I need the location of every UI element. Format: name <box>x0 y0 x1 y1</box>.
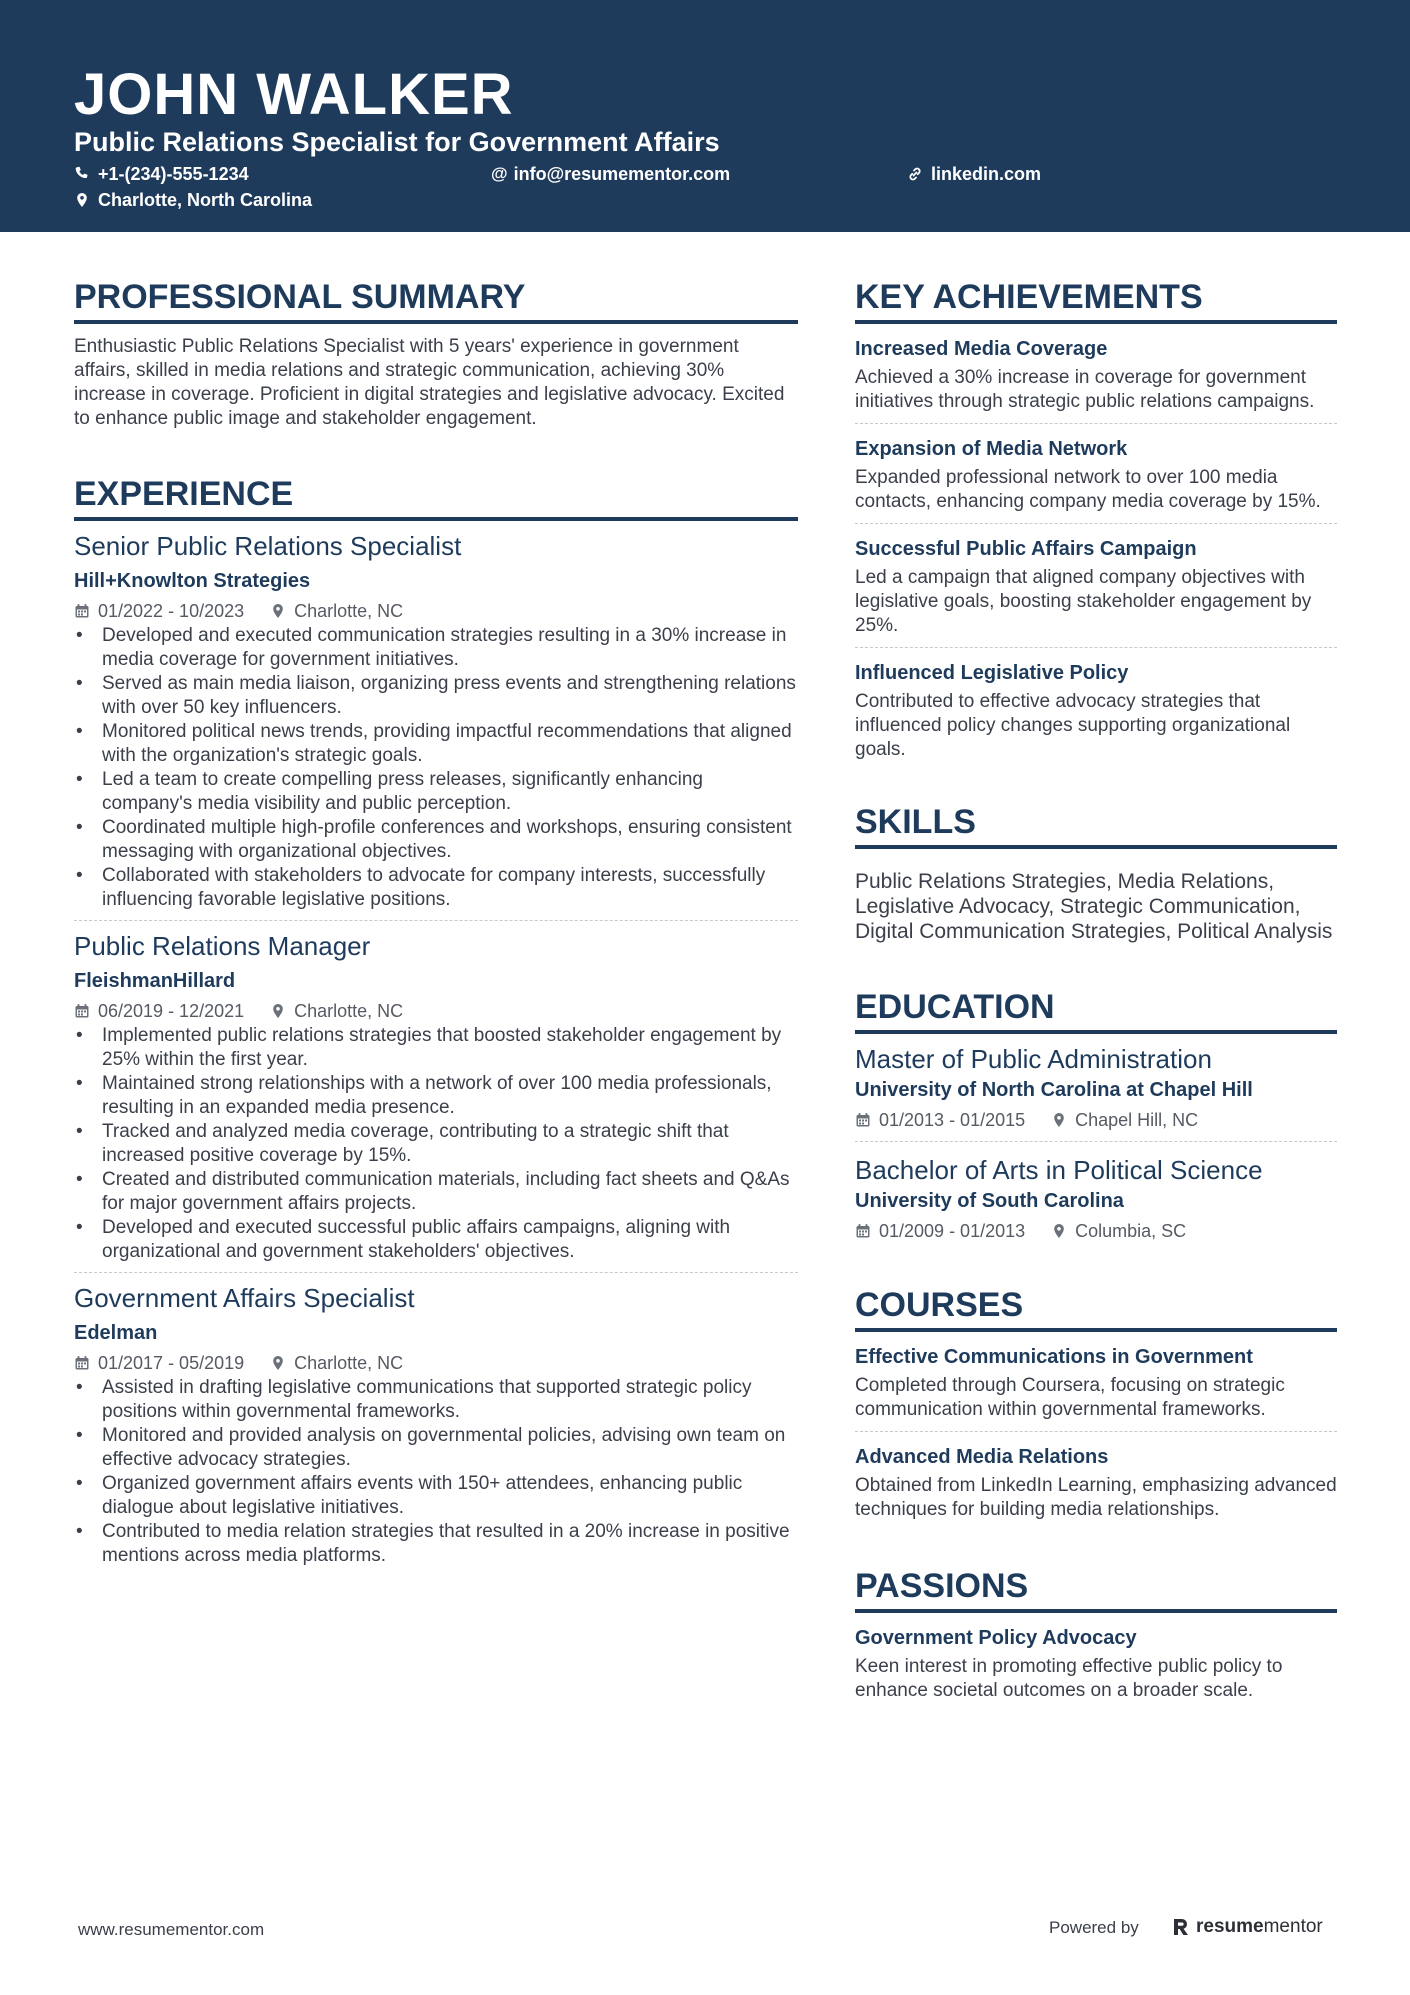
education-section <box>855 986 1337 1252</box>
achievement-description: Expanded professional network to over 100 media contacts, enhancing company media coverage by 15%. <box>855 467 1321 512</box>
resume-header <box>0 0 1410 232</box>
achievement <box>855 523 1337 647</box>
footer-website[interactable]: www.resumementor.com <box>78 1920 265 1939</box>
education-list <box>855 1042 1337 1252</box>
achievement-list <box>855 335 1337 771</box>
bullet-item: • Implemented public relations strategies that boosted stakeholder engagement by 25% within the first year. <box>74 1024 798 1072</box>
contact-email[interactable] <box>491 161 730 187</box>
achievement-description: Led a campaign that aligned company objectives with legislative goals, boosting stakeholder engagement by 25%. <box>855 567 1312 636</box>
company-name: FleishmanHillard <box>74 970 236 992</box>
passions-heading: PASSIONS <box>855 1565 1337 1613</box>
achievement-description: Contributed to effective advocacy strategies that influenced policy changes supporting organizational goals. <box>855 691 1291 760</box>
achievement <box>855 335 1337 423</box>
location: Charlotte, NC <box>294 1001 404 1021</box>
skills-heading: SKILLS <box>855 801 1337 849</box>
bullet-item: • Monitored and provided analysis on governmental policies, advising own team on effective advocacy strategies. <box>74 1424 798 1472</box>
date-location-row <box>74 598 798 624</box>
map-pin-icon <box>270 1355 286 1371</box>
passion-list <box>855 1624 1337 1712</box>
linkedin-text[interactable]: linkedin.com <box>931 164 1042 184</box>
achievements-heading: KEY ACHIEVEMENTS <box>855 276 1337 324</box>
course-list <box>855 1343 1337 1531</box>
job-position: Public Relations Manager <box>74 931 371 961</box>
date-location-row <box>855 1107 1337 1133</box>
logo-text-light: mentor <box>1263 1916 1323 1937</box>
course <box>855 1431 1337 1531</box>
map-pin-icon <box>1051 1112 1067 1128</box>
calendar-icon <box>855 1223 871 1239</box>
email-text[interactable]: info@resumementor.com <box>513 164 731 184</box>
achievement <box>855 423 1337 523</box>
date-range: 06/2019 - 12/2021 <box>98 1001 245 1021</box>
date-range: 01/2022 - 10/2023 <box>98 601 245 621</box>
date-range: 01/2009 - 01/2013 <box>879 1221 1026 1241</box>
calendar-icon <box>74 1003 90 1019</box>
education-entry <box>855 1042 1337 1141</box>
map-pin-icon <box>74 192 90 208</box>
contact-location <box>74 187 312 213</box>
phone-text: +1-(234)-555-1234 <box>98 164 249 184</box>
bullet-item: • Tracked and analyzed media coverage, contributing to a strategic shift that increased positive coverage by 15%. <box>74 1120 798 1168</box>
resumementor-logo[interactable] <box>1172 1914 1323 1940</box>
logo-text-bold: resume <box>1196 1916 1264 1937</box>
bullet-item: • Contributed to media relation strategies that resulted in a 20% increase in positive mentions across media platforms. <box>74 1520 798 1568</box>
achievement-title: Influenced Legislative Policy <box>855 662 1129 684</box>
location: Charlotte, NC <box>294 1353 404 1373</box>
job-entry <box>74 1272 798 1576</box>
bullet-item: • Collaborated with stakeholders to advocate for company interests, successfully influencing favorable legislative positions. <box>74 864 798 912</box>
summary-heading: PROFESSIONAL SUMMARY <box>74 276 798 324</box>
job-entry <box>74 529 798 920</box>
school-name: University of North Carolina at Chapel Hill <box>855 1079 1253 1101</box>
date-range: 01/2013 - 01/2015 <box>879 1110 1026 1130</box>
bullet-item: • Developed and executed communication strategies resulting in a 30% increase in media coverage for government initiatives. <box>74 624 798 672</box>
passions-section <box>855 1565 1337 1712</box>
location: Chapel Hill, NC <box>1075 1110 1199 1130</box>
contact-phone <box>74 161 249 187</box>
education-entry <box>855 1141 1337 1252</box>
course-description: Completed through Coursera, focusing on strategic communication within governmental frameworks. <box>855 1375 1285 1420</box>
course-title: Advanced Media Relations <box>855 1446 1109 1468</box>
achievements-section <box>855 276 1337 771</box>
bullet-list <box>74 1024 798 1264</box>
course <box>855 1343 1337 1431</box>
job-list <box>74 529 798 1576</box>
degree: Bachelor of Arts in Political Science <box>855 1155 1263 1185</box>
link-icon <box>907 166 923 182</box>
date-location-row <box>74 1350 798 1376</box>
skills-text: Public Relations Strategies, Media Relations, Legislative Advocacy, Strategic Communication, Digital Communication Strategies, Political Analysis <box>855 870 1333 943</box>
achievement <box>855 647 1337 771</box>
skills-section <box>855 801 1337 944</box>
course-description: Obtained from LinkedIn Learning, emphasizing advanced techniques for building media relationships. <box>855 1475 1337 1520</box>
school-name: University of South Carolina <box>855 1190 1124 1212</box>
bullet-list <box>74 624 798 912</box>
powered-by-label: Powered by <box>1049 1918 1139 1937</box>
phone-icon <box>74 166 90 182</box>
courses-heading: COURSES <box>855 1284 1337 1332</box>
achievement-title: Successful Public Affairs Campaign <box>855 538 1197 560</box>
course-title: Effective Communications in Government <box>855 1346 1253 1368</box>
summary-text: Enthusiastic Public Relations Specialist with 5 years' experience in government affairs, skilled in media relations and strategic communication, achieving 30% increase in coverage. Proficient in digital strategies and legislative advocacy. Excited to enhance public image and stakeholder engagement. <box>74 336 785 429</box>
passion <box>855 1624 1337 1712</box>
map-pin-icon <box>1051 1223 1067 1239</box>
achievement-title: Increased Media Coverage <box>855 338 1108 360</box>
passion-description: Keen interest in promoting effective public policy to enhance societal outcomes on a broader scale. <box>855 1656 1283 1701</box>
left-column <box>74 276 798 1576</box>
bullet-item: • Assisted in drafting legislative communications that supported strategic policy positions within governmental frameworks. <box>74 1376 798 1424</box>
bullet-item: • Served as main media liaison, organizing press events and strengthening relations with over 50 key influencers. <box>74 672 798 720</box>
job-position: Senior Public Relations Specialist <box>74 531 462 561</box>
location: Columbia, SC <box>1075 1221 1187 1241</box>
summary-section <box>74 276 798 431</box>
calendar-icon <box>855 1112 871 1128</box>
logo-mark-icon <box>1172 1917 1190 1937</box>
bullet-item: • Monitored political news trends, providing impactful recommendations that aligned with the organization's strategic goals. <box>74 720 798 768</box>
job-position: Government Affairs Specialist <box>74 1283 415 1313</box>
degree: Master of Public Administration <box>855 1044 1212 1074</box>
contact-linkedin[interactable] <box>907 161 1041 187</box>
bullet-item: • Maintained strong relationships with a network of over 100 media professionals, resulting in an expanded media presence. <box>74 1072 798 1120</box>
date-range: 01/2017 - 05/2019 <box>98 1353 245 1373</box>
map-pin-icon <box>270 1003 286 1019</box>
bullet-item: • Created and distributed communication materials, including fact sheets and Q&As for major government affairs projects. <box>74 1168 798 1216</box>
company-name: Hill+Knowlton Strategies <box>74 570 311 592</box>
job-entry <box>74 920 798 1272</box>
date-location-row <box>855 1218 1337 1244</box>
passion-title: Government Policy Advocacy <box>855 1627 1137 1649</box>
bullet-item: • Led a team to create compelling press releases, significantly enhancing company's media visibility and public perception. <box>74 768 798 816</box>
date-location-row <box>74 998 798 1024</box>
calendar-icon <box>74 1355 90 1371</box>
location-text: Charlotte, North Carolina <box>98 190 313 210</box>
calendar-icon <box>74 603 90 619</box>
achievement-title: Expansion of Media Network <box>855 438 1128 460</box>
location: Charlotte, NC <box>294 601 404 621</box>
bullet-item: • Developed and executed successful public affairs campaigns, aligning with organizational and government stakeholders' objectives. <box>74 1216 798 1264</box>
at-icon: @ <box>491 164 508 183</box>
candidate-name: JOHN WALKER <box>74 62 514 127</box>
education-heading: EDUCATION <box>855 986 1337 1034</box>
bullet-item: • Organized government affairs events with 150+ attendees, enhancing public dialogue about legislative initiatives. <box>74 1472 798 1520</box>
right-column <box>855 276 1337 1712</box>
achievement-description: Achieved a 30% increase in coverage for government initiatives through strategic public relations campaigns. <box>855 367 1315 412</box>
bullet-list <box>74 1376 798 1568</box>
job-title: Public Relations Specialist for Government Affairs <box>74 127 720 157</box>
map-pin-icon <box>270 603 286 619</box>
experience-section <box>74 473 798 1576</box>
experience-heading: EXPERIENCE <box>74 473 798 521</box>
bullet-item: • Coordinated multiple high-profile conferences and workshops, ensuring consistent messaging with organizational objectives. <box>74 816 798 864</box>
courses-section <box>855 1284 1337 1531</box>
company-name: Edelman <box>74 1322 158 1344</box>
